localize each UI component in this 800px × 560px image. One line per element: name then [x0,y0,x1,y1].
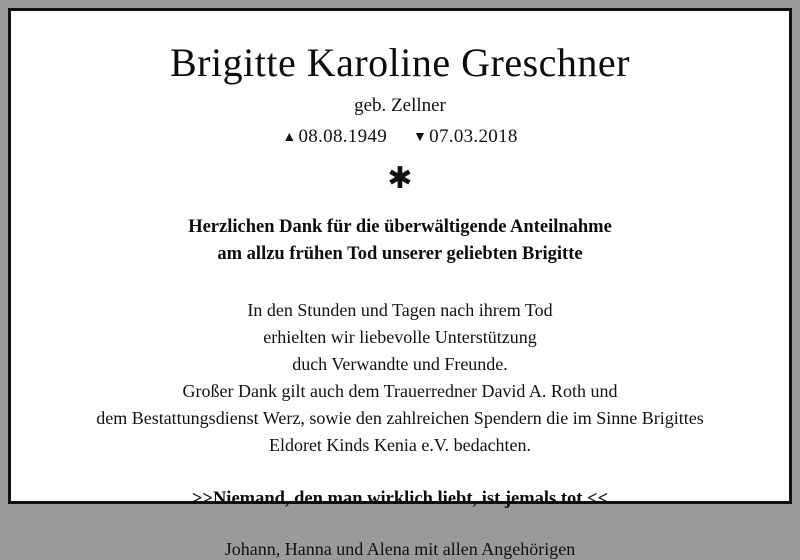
body-line: erhielten wir liebevolle Unterstützung [263,326,537,347]
asterisk-ornament-icon: ✱ [387,162,413,195]
body-line: dem Bestattungsdienst Werz, sowie den zahlreichen Spendern die im Sinne Brigittes [96,407,704,428]
thanks-line-1: Herzlichen Dank für die überwältigende Anteilnahme [188,217,612,237]
maiden-name: geb. Zellner [354,95,446,116]
body-line: In den Stunden und Tagen nach ihrem Tod [247,299,553,320]
thanks-message [188,214,612,268]
body-text [96,297,704,459]
body-line: Eldoret Kinds Kenia e.V. bedachten. [268,434,532,455]
life-dates [282,126,517,148]
birth-symbol-icon: ▲ [282,130,297,145]
body-line: duch Verwandte und Freunde. [292,353,508,374]
family-signature: Johann, Hanna und Alena mit allen Angehörigen [224,538,576,559]
body-line: Großer Dank gilt auch dem Trauerredner David A. Roth und [182,380,618,401]
thanks-line-2: am allzu frühen Tod unserer geliebten Brigitte [217,243,583,264]
death-symbol-icon: ▼ [413,130,428,145]
birth-date: 08.08.1949 [298,126,387,147]
deceased-name: Brigitte Karoline Greschner [169,40,630,85]
death-date: 07.03.2018 [429,126,518,147]
obituary-card [8,8,792,559]
memorial-quote: >>Niemand, den man wirklich liebt, ist jemals tot.<< [191,488,609,509]
